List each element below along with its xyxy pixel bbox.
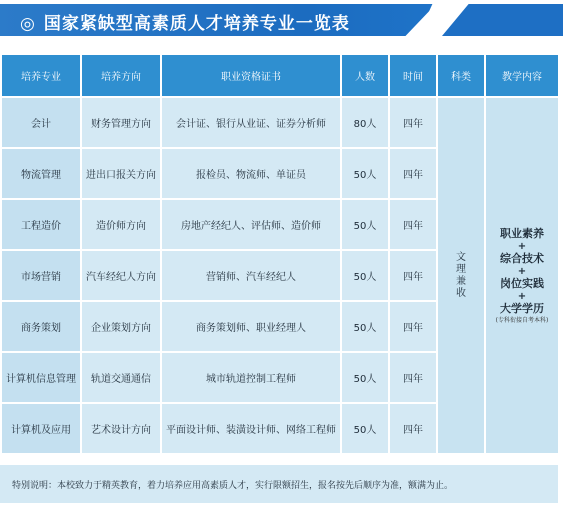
cell-subject-category xyxy=(437,97,485,454)
cell-enrollment: 50人 xyxy=(341,352,389,403)
cell-major: 会计 xyxy=(1,97,81,148)
cell-enrollment: 50人 xyxy=(341,403,389,454)
plus-sign: + xyxy=(517,240,527,252)
cell-major: 计算机及应用 xyxy=(1,403,81,454)
cell-direction: 进出口报关方向 xyxy=(81,148,161,199)
subject-char: 理 xyxy=(456,263,466,275)
plus-sign: + xyxy=(517,265,527,277)
cell-certificates: 商务策划师、职业经理人 xyxy=(161,301,341,352)
footnote-text: 特别说明：本校致力于精英教育，着力培养应用高素质人才，实行限额招生，报名按先后顺序为准，额满为止。 xyxy=(12,481,454,491)
cell-enrollment: 50人 xyxy=(341,250,389,301)
header-teaching-content: 教学内容 xyxy=(485,54,559,97)
page-title xyxy=(20,9,350,34)
cell-enrollment: 50人 xyxy=(341,301,389,352)
cell-duration: 四年 xyxy=(389,301,437,352)
cell-major: 工程造价 xyxy=(1,199,81,250)
cell-certificates: 营销师、汽车经纪人 xyxy=(161,250,341,301)
page-title-text: 国家紧缺型高素质人才培养专业一览表 xyxy=(43,14,350,34)
programs-table xyxy=(0,53,560,455)
cell-major: 商务策划 xyxy=(1,301,81,352)
subject-char: 收 xyxy=(456,287,466,299)
cell-certificates: 会计证、银行从业证、证券分析师 xyxy=(161,97,341,148)
teaching-item: 职业素养 xyxy=(500,226,544,240)
banner-tail xyxy=(442,4,563,36)
cell-direction: 造价师方向 xyxy=(81,199,161,250)
header-direction: 培养方向 xyxy=(81,54,161,97)
cell-enrollment: 50人 xyxy=(341,148,389,199)
teaching-item: 大学学历 xyxy=(500,301,544,315)
teaching-item: 综合技术 xyxy=(500,251,544,265)
cell-major: 物流管理 xyxy=(1,148,81,199)
cell-direction: 汽车经纪人方向 xyxy=(81,250,161,301)
footnote-bar xyxy=(0,463,558,503)
subject-char: 兼 xyxy=(456,275,466,287)
header-duration: 时间 xyxy=(389,54,437,97)
cell-duration: 四年 xyxy=(389,403,437,454)
subject-char: 文 xyxy=(456,251,466,263)
cell-major: 计算机信息管理 xyxy=(1,352,81,403)
cell-direction: 艺术设计方向 xyxy=(81,403,161,454)
cell-direction: 财务管理方向 xyxy=(81,97,161,148)
title-banner xyxy=(0,4,563,36)
cell-duration: 四年 xyxy=(389,352,437,403)
cell-duration: 四年 xyxy=(389,250,437,301)
table-header-row xyxy=(1,54,559,97)
cell-direction: 轨道交通通信 xyxy=(81,352,161,403)
cell-enrollment: 80人 xyxy=(341,97,389,148)
header-major: 培养专业 xyxy=(1,54,81,97)
plus-sign: + xyxy=(517,290,527,302)
cell-certificates: 报检员、物流师、单证员 xyxy=(161,148,341,199)
cell-certificates: 城市轨道控制工程师 xyxy=(161,352,341,403)
cell-duration: 四年 xyxy=(389,199,437,250)
cell-teaching-content xyxy=(485,97,559,454)
cell-enrollment: 50人 xyxy=(341,199,389,250)
cell-certificates: 房地产经纪人、评估师、造价师 xyxy=(161,199,341,250)
teaching-note: (专科衔接自考本科) xyxy=(495,316,549,324)
cell-duration: 四年 xyxy=(389,97,437,148)
cell-major: 市场营销 xyxy=(1,250,81,301)
teaching-item: 岗位实践 xyxy=(500,276,544,290)
circle-mark-icon: ◎ xyxy=(20,14,36,34)
header-certificates: 职业资格证书 xyxy=(161,54,341,97)
cell-certificates: 平面设计师、装潢设计师、网络工程师 xyxy=(161,403,341,454)
table-row xyxy=(1,97,559,148)
cell-duration: 四年 xyxy=(389,148,437,199)
cell-direction: 企业策划方向 xyxy=(81,301,161,352)
header-subject-category: 科类 xyxy=(437,54,485,97)
header-enrollment: 人数 xyxy=(341,54,389,97)
